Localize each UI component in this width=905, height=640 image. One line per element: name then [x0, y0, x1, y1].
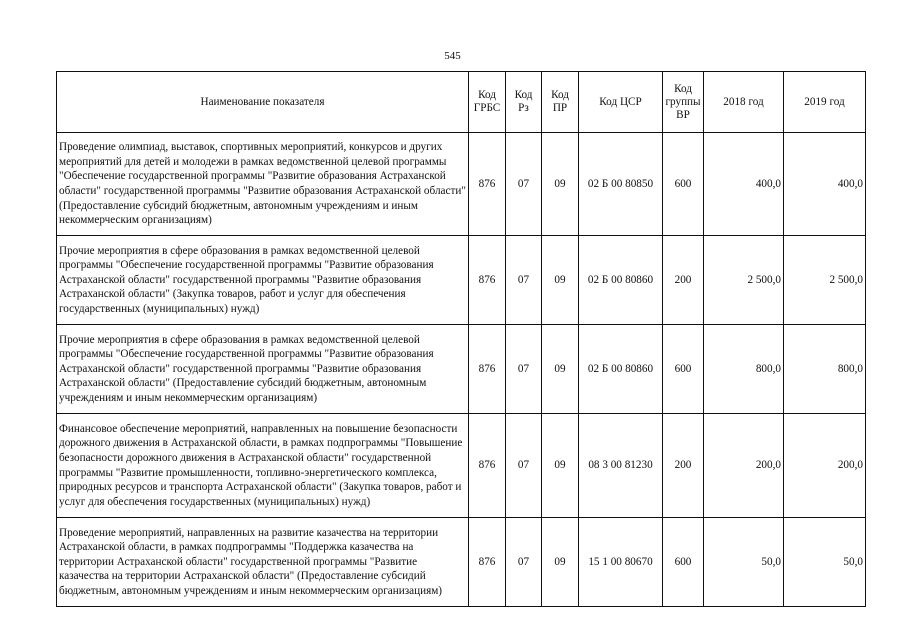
row-rz: 07: [506, 325, 542, 414]
row-name: Проведение мероприятий, направленных на развитие казачества на территории Астраханской области, в рамках подпрограммы "Поддержка казачества на территории Астраханской области" государственной программы "Развитие казачества на территории Астраханской области" (Предоставление субсидий бюджетным, автономным учреждениям и иным некоммерческим организациям): [57, 518, 469, 607]
row-pr: 09: [542, 414, 579, 518]
row-csr: 08 3 00 81230: [579, 414, 663, 518]
row-2018: 200,0: [704, 414, 784, 518]
row-pr: 09: [542, 236, 579, 325]
row-name: Прочие мероприятия в сфере образования в рамках ведомственной целевой программы "Обеспечение государственной программы "Развитие образования Астраханской области" государственной программы "Развитие образования Астраханской области" (Закупка товаров, работ и услуг для обеспечения государственных (муниципальных) нужд): [57, 236, 469, 325]
row-rz: 07: [506, 236, 542, 325]
header-2019: 2019 год: [784, 72, 866, 133]
table-header-row: [57, 72, 866, 133]
row-name: Финансовое обеспечение мероприятий, направленных на повышение безопасности дорожного движения в Астраханской области, в рамках подпрограммы "Повышение безопасности дорожного движения в Астраханской области" государственной программы "Развитие промышленности, топливно-энергетического комплекса, природных ресурсов и транспорта Астраханской области" (Закупка товаров, работ и услуг для обеспечения государственных (муниципальных) нужд): [57, 414, 469, 518]
row-vr: 600: [663, 133, 704, 236]
row-grbs: 876: [469, 414, 506, 518]
table-row: [57, 325, 866, 414]
row-name: Проведение олимпиад, выставок, спортивных мероприятий, конкурсов и других мероприятий для детей и молодежи в рамках ведомственной целевой программы "Обеспечение государственной программы "Развитие образования Астраханской области" государственной программы "Развитие образования Астраханской области" (Предоставление субсидий бюджетным, автономным учреждениям и иным некоммерческим организациям): [57, 133, 469, 236]
header-grbs: Код ГРБС: [469, 72, 506, 133]
row-rz: 07: [506, 518, 542, 607]
header-csr: Код ЦСР: [579, 72, 663, 133]
row-2019: 50,0: [784, 518, 866, 607]
row-2018: 50,0: [704, 518, 784, 607]
row-vr: 600: [663, 325, 704, 414]
row-2019: 2 500,0: [784, 236, 866, 325]
row-grbs: 876: [469, 518, 506, 607]
row-vr: 600: [663, 518, 704, 607]
header-vr: Код группы ВР: [663, 72, 704, 133]
row-vr: 200: [663, 414, 704, 518]
table-row: [57, 518, 866, 607]
header-name: Наименование показателя: [57, 72, 469, 133]
row-2019: 400,0: [784, 133, 866, 236]
table-row: [57, 414, 866, 518]
table-row: [57, 133, 866, 236]
row-name: Прочие мероприятия в сфере образования в рамках ведомственной целевой программы "Обеспечение государственной программы "Развитие образования Астраханской области" государственной программы "Развитие образования Астраханской области" (Предоставление субсидий бюджетным, автономным учреждениям и иным некоммерческим организациям): [57, 325, 469, 414]
row-grbs: 876: [469, 236, 506, 325]
row-pr: 09: [542, 325, 579, 414]
row-csr: 15 1 00 80670: [579, 518, 663, 607]
header-2018: 2018 год: [704, 72, 784, 133]
row-2019: 800,0: [784, 325, 866, 414]
row-2019: 200,0: [784, 414, 866, 518]
row-2018: 800,0: [704, 325, 784, 414]
row-pr: 09: [542, 133, 579, 236]
row-vr: 200: [663, 236, 704, 325]
header-rz: Код Рз: [506, 72, 542, 133]
table-row: [57, 236, 866, 325]
row-grbs: 876: [469, 325, 506, 414]
row-csr: 02 Б 00 80850: [579, 133, 663, 236]
row-2018: 2 500,0: [704, 236, 784, 325]
header-pr: Код ПР: [542, 72, 579, 133]
row-csr: 02 Б 00 80860: [579, 236, 663, 325]
page-number: 545: [444, 50, 461, 62]
budget-table: [56, 71, 866, 607]
row-rz: 07: [506, 133, 542, 236]
row-rz: 07: [506, 414, 542, 518]
row-grbs: 876: [469, 133, 506, 236]
row-csr: 02 Б 00 80860: [579, 325, 663, 414]
row-2018: 400,0: [704, 133, 784, 236]
row-pr: 09: [542, 518, 579, 607]
